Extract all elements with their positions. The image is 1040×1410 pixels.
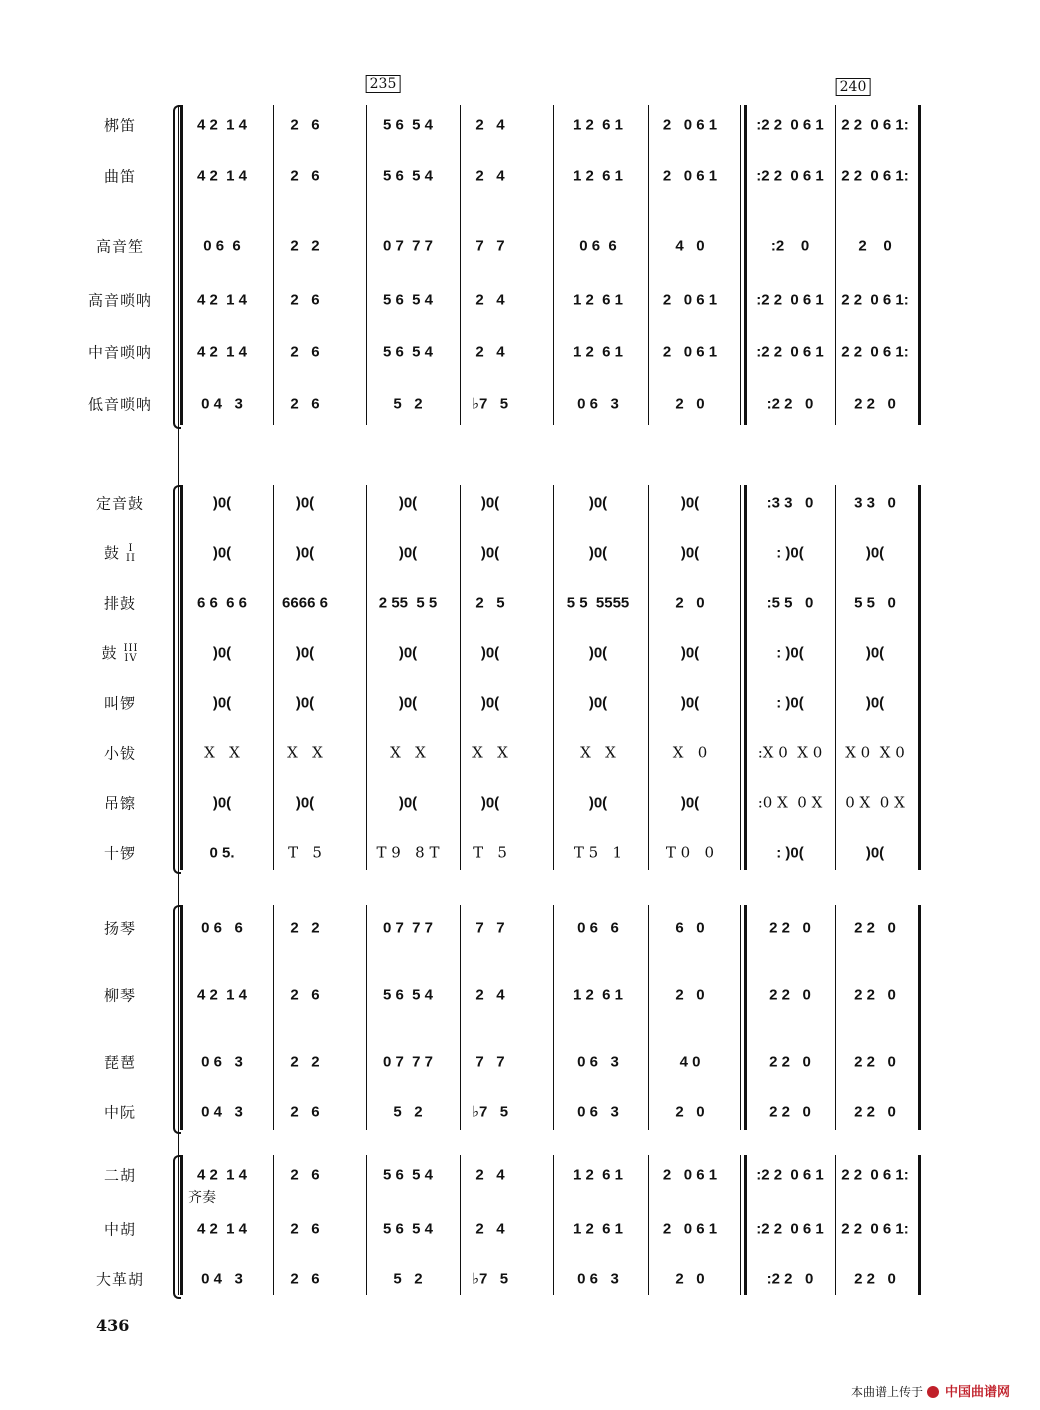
notation-cell: 2 6 <box>290 343 320 361</box>
notation-cell: 2 0 <box>675 1103 705 1121</box>
instrument-name: 鼓 <box>101 644 118 662</box>
notation-cell: 5 6 5 4 <box>382 167 434 185</box>
playing-direction: 齐奏 <box>188 1190 216 1206</box>
notation-cell: )0( <box>480 494 500 512</box>
notation-cell: 0 6 3 <box>577 1053 619 1071</box>
notation-cell: 0 6 6 <box>579 237 617 255</box>
notation-cell: 2 0 <box>675 1270 705 1288</box>
instrument-name: 扬琴 <box>103 919 136 938</box>
notation-cell: T 5 1 <box>573 843 623 862</box>
notation-cell: :0 X 0 X <box>757 793 823 812</box>
instrument-label <box>60 1165 180 1186</box>
notation-cell: X 0 X 0 <box>845 743 905 762</box>
instrument-label <box>60 342 180 363</box>
notation-cell: )0( <box>865 544 885 562</box>
barline-2-3 <box>553 905 554 1130</box>
notation-cell: 2 6 <box>290 291 320 309</box>
notation-cell: 0 6 3 <box>577 395 619 413</box>
notation-cell: : )0( <box>776 694 804 712</box>
instrument-name: 高音笙 <box>95 237 144 256</box>
instrument-name: 高音唢呐 <box>87 291 152 310</box>
notation-cell: : )0( <box>776 644 804 662</box>
instrument-name: 鼓 <box>104 544 121 562</box>
barline-1-6 <box>835 485 836 870</box>
notation-cell: 5 6 5 4 <box>382 116 434 134</box>
notation-cell: 4 2 1 4 <box>196 986 248 1004</box>
barline-1-1 <box>366 485 367 870</box>
notation-cell: 4 2 1 4 <box>196 167 248 185</box>
footer-text: 本曲谱上传于 <box>850 1385 923 1399</box>
notation-cell: 7 7 <box>475 1053 505 1071</box>
notation-cell: 2 2 0 <box>769 1103 811 1121</box>
instrument-label <box>60 493 180 514</box>
notation-cell: 5 6 5 4 <box>382 343 434 361</box>
notation-cell: 2 2 0 <box>854 395 896 413</box>
notation-cell: 2 4 <box>475 986 505 1004</box>
notation-cell: 2 2 0 6 1: <box>841 291 909 309</box>
notation-cell: 1 2 6 1 <box>572 1166 624 1184</box>
notation-cell: )0( <box>865 694 885 712</box>
instrument-name: 定音鼓 <box>95 494 144 513</box>
notation-cell: )0( <box>588 544 608 562</box>
instrument-name: 中胡 <box>103 1220 136 1239</box>
notation-cell: 2 2 <box>290 237 320 255</box>
site-logo-icon <box>927 1386 939 1398</box>
notation-cell: )0( <box>295 794 315 812</box>
final-barline-3 <box>918 1155 921 1295</box>
instrument-sub-label: I II <box>126 543 136 564</box>
final-barline-0 <box>918 105 921 425</box>
notation-cell: 1 2 6 1 <box>572 1220 624 1238</box>
notation-cell: 2 2 0 6 1: <box>841 343 909 361</box>
instrument-name: 十锣 <box>103 844 136 863</box>
notation-cell: X X <box>287 743 323 762</box>
barline-3-4 <box>648 1155 649 1295</box>
notation-cell: 2 6 <box>290 395 320 413</box>
notation-cell: )0( <box>480 794 500 812</box>
instrument-label <box>60 642 180 664</box>
barline-0-6 <box>835 105 836 425</box>
notation-cell: 2 2 0 <box>769 919 811 937</box>
notation-cell: 2 0 6 1 <box>662 1220 718 1238</box>
instrument-label <box>60 542 180 564</box>
notation-cell: 0 6 3 <box>577 1270 619 1288</box>
notation-cell: 2 6 <box>290 116 320 134</box>
notation-cell: )0( <box>480 544 500 562</box>
barline-0-3 <box>553 105 554 425</box>
notation-cell: 2 0 6 1 <box>662 116 718 134</box>
instrument-name: 大革胡 <box>95 1270 144 1289</box>
page-number: 436 <box>96 1316 130 1335</box>
notation-cell: 2 2 <box>290 919 320 937</box>
instrument-label <box>60 166 180 187</box>
instrument-label <box>60 236 180 257</box>
final-barline-1 <box>918 485 921 870</box>
notation-cell: ♭7 5 <box>471 395 509 413</box>
repeat-barline-3 <box>744 1155 747 1295</box>
instrument-name: 小钹 <box>103 744 136 763</box>
barline-0-2 <box>460 105 461 425</box>
notation-cell: 0 6 3 <box>577 1103 619 1121</box>
notation-cell: )0( <box>865 644 885 662</box>
notation-cell: T 5 <box>473 843 507 862</box>
instrument-name: 曲笛 <box>103 167 136 186</box>
repeat-barline-1 <box>744 485 747 870</box>
barline-2-1 <box>366 905 367 1130</box>
notation-cell: 1 2 6 1 <box>572 167 624 185</box>
notation-cell: )0( <box>398 644 418 662</box>
notation-cell: 5 5 5555 <box>566 594 630 612</box>
notation-cell: )0( <box>295 694 315 712</box>
instrument-label <box>60 593 180 614</box>
notation-cell: 2 6 <box>290 167 320 185</box>
notation-cell: X X <box>472 743 508 762</box>
notation-cell: 4 2 1 4 <box>196 116 248 134</box>
notation-cell: :2 0 <box>770 237 810 255</box>
notation-cell: 6 6 6 6 <box>196 594 248 612</box>
notation-cell: 5 6 5 4 <box>382 1166 434 1184</box>
instrument-name: 中音唢呐 <box>87 343 152 362</box>
notation-cell: 2 2 0 6 1: <box>841 1220 909 1238</box>
barline-2-6 <box>835 905 836 1130</box>
notation-cell: : )0( <box>776 844 804 862</box>
notation-cell: 0 6 6 <box>577 919 619 937</box>
instrument-name: 中阮 <box>103 1103 136 1122</box>
notation-cell: 2 2 0 6 1: <box>841 167 909 185</box>
notation-cell: :2 2 0 6 1 <box>756 291 824 309</box>
notation-cell: )0( <box>588 494 608 512</box>
notation-cell: 0 5. <box>209 844 235 862</box>
instrument-name: 梆笛 <box>103 116 136 135</box>
barline-3-0 <box>273 1155 274 1295</box>
notation-cell: 2 0 6 1 <box>662 1166 718 1184</box>
notation-cell: :2 2 0 <box>766 395 814 413</box>
notation-cell: 4 2 1 4 <box>196 291 248 309</box>
notation-cell: 2 6 <box>290 1220 320 1238</box>
notation-cell: :3 3 0 <box>766 494 814 512</box>
notation-cell: 2 2 0 <box>769 1053 811 1071</box>
notation-cell: 2 0 <box>675 594 705 612</box>
notation-cell: 0 4 3 <box>201 395 243 413</box>
notation-cell: T 0 0 <box>665 843 715 862</box>
notation-cell: : )0( <box>776 544 804 562</box>
notation-cell: ♭7 5 <box>471 1103 509 1121</box>
notation-cell: )0( <box>398 794 418 812</box>
notation-cell: 5 6 5 4 <box>382 1220 434 1238</box>
barline-0-0 <box>273 105 274 425</box>
barline-1-0 <box>273 485 274 870</box>
notation-cell: 0 6 3 <box>201 1053 243 1071</box>
notation-cell: )0( <box>680 494 700 512</box>
barline-0-5 <box>740 105 741 425</box>
notation-cell: 6666 6 <box>282 594 328 612</box>
notation-cell: )0( <box>295 494 315 512</box>
instrument-label <box>60 843 180 864</box>
notation-cell: 5 5 0 <box>854 594 896 612</box>
notation-cell: 0 6 6 <box>201 919 243 937</box>
notation-cell: 0 6 6 <box>203 237 241 255</box>
barline-1-4 <box>648 485 649 870</box>
notation-cell: )0( <box>588 694 608 712</box>
repeat-barline-2 <box>744 905 747 1130</box>
instrument-label <box>60 693 180 714</box>
notation-cell: 5 2 <box>393 395 423 413</box>
notation-cell: :2 2 0 6 1 <box>756 116 824 134</box>
notation-cell: 2 0 6 1 <box>662 167 718 185</box>
notation-cell: :2 2 0 6 1 <box>756 1166 824 1184</box>
notation-cell: :2 2 0 <box>766 1270 814 1288</box>
notation-cell: 2 4 <box>475 1220 505 1238</box>
brace-plucked <box>173 905 181 1134</box>
instrument-label <box>60 793 180 814</box>
notation-cell: 2 6 <box>290 1103 320 1121</box>
notation-cell: 0 X 0 X <box>845 793 905 812</box>
notation-cell: 0 7 7 7 <box>382 919 434 937</box>
notation-cell: )0( <box>295 644 315 662</box>
instrument-name: 吊镲 <box>103 794 136 813</box>
notation-cell: 4 2 1 4 <box>196 1166 248 1184</box>
instrument-sub-label: III IV <box>123 643 139 664</box>
notation-cell: X X <box>204 743 240 762</box>
barline-3-2 <box>460 1155 461 1295</box>
notation-cell: 4 0 <box>675 237 705 255</box>
notation-cell: :2 2 0 6 1 <box>756 167 824 185</box>
notation-cell: 2 2 0 <box>854 1103 896 1121</box>
instrument-label <box>60 985 180 1006</box>
notation-cell: 7 7 <box>475 919 505 937</box>
notation-cell: T 9 8 T <box>376 843 440 862</box>
notation-cell: )0( <box>588 644 608 662</box>
footer-brand: 中国曲谱网 <box>944 1385 1010 1400</box>
notation-cell: X 0 <box>672 743 708 762</box>
instrument-name: 二胡 <box>103 1166 136 1185</box>
barline-2-4 <box>648 905 649 1130</box>
notation-cell: 2 4 <box>475 1166 505 1184</box>
notation-cell: 5 6 5 4 <box>382 291 434 309</box>
notation-cell: )0( <box>398 694 418 712</box>
notation-cell: 5 2 <box>393 1103 423 1121</box>
barline-1-2 <box>460 485 461 870</box>
notation-cell: )0( <box>680 544 700 562</box>
notation-cell: )0( <box>212 644 232 662</box>
notation-cell: 1 2 6 1 <box>572 986 624 1004</box>
notation-cell: 2 4 <box>475 116 505 134</box>
notation-cell: 2 2 0 <box>854 919 896 937</box>
instrument-label <box>60 918 180 939</box>
instrument-label <box>60 115 180 136</box>
notation-cell: 4 0 <box>679 1053 701 1071</box>
notation-cell: 5 2 <box>393 1270 423 1288</box>
notation-cell: )0( <box>212 794 232 812</box>
brace-winds <box>173 105 181 429</box>
barline-0-4 <box>648 105 649 425</box>
notation-cell: 2 0 <box>858 237 892 255</box>
notation-cell: )0( <box>398 494 418 512</box>
notation-cell: :X 0 X 0 <box>757 743 823 762</box>
notation-cell: ♭7 5 <box>471 1270 509 1288</box>
notation-cell: )0( <box>588 794 608 812</box>
notation-cell: )0( <box>295 544 315 562</box>
repeat-barline-0 <box>744 105 747 425</box>
notation-cell: 0 4 3 <box>201 1103 243 1121</box>
notation-cell: )0( <box>398 544 418 562</box>
instrument-name: 低音唢呐 <box>87 395 152 414</box>
notation-cell: 6 0 <box>675 919 705 937</box>
notation-cell: 2 4 <box>475 343 505 361</box>
notation-cell: 0 7 7 7 <box>382 1053 434 1071</box>
notation-cell: 3 3 0 <box>854 494 896 512</box>
final-barline-2 <box>918 905 921 1130</box>
notation-cell: 2 0 <box>675 395 705 413</box>
notation-cell: 0 4 3 <box>201 1270 243 1288</box>
notation-cell: 2 55 5 5 <box>378 594 438 612</box>
notation-cell: 2 0 6 1 <box>662 343 718 361</box>
notation-cell: 2 6 <box>290 1166 320 1184</box>
notation-cell: 7 7 <box>475 237 505 255</box>
notation-cell: 2 2 <box>290 1053 320 1071</box>
instrument-name: 柳琴 <box>103 986 136 1005</box>
notation-cell: 1 2 6 1 <box>572 343 624 361</box>
notation-cell: 2 6 <box>290 986 320 1004</box>
barline-2-5 <box>740 905 741 1130</box>
notation-cell: 2 4 <box>475 291 505 309</box>
notation-cell: )0( <box>212 544 232 562</box>
notation-cell: 1 2 6 1 <box>572 291 624 309</box>
notation-cell: 2 0 6 1 <box>662 291 718 309</box>
notation-cell: 0 7 7 7 <box>382 237 434 255</box>
notation-cell: 1 2 6 1 <box>572 116 624 134</box>
notation-cell: )0( <box>212 694 232 712</box>
notation-cell: )0( <box>680 644 700 662</box>
notation-cell: :2 2 0 6 1 <box>756 343 824 361</box>
notation-cell: 2 2 0 <box>854 1053 896 1071</box>
notation-cell: 2 5 <box>475 594 505 612</box>
notation-cell: )0( <box>680 694 700 712</box>
instrument-name: 琵琶 <box>103 1053 136 1072</box>
notation-cell: X X <box>390 743 426 762</box>
instrument-label <box>60 1102 180 1123</box>
notation-cell: 2 2 0 <box>854 1270 896 1288</box>
instrument-name: 排鼓 <box>103 594 136 613</box>
notation-cell: X X <box>580 743 616 762</box>
instrument-name: 叫锣 <box>103 694 136 713</box>
barline-2-2 <box>460 905 461 1130</box>
barline-1-3 <box>553 485 554 870</box>
footer-credit <box>851 1381 1010 1400</box>
barline-1-5 <box>740 485 741 870</box>
barline-3-3 <box>553 1155 554 1295</box>
notation-cell: :2 2 0 6 1 <box>756 1220 824 1238</box>
notation-cell: T 5 <box>288 843 322 862</box>
instrument-label <box>60 394 180 415</box>
barline-0-1 <box>366 105 367 425</box>
rehearsal-mark-235: 235 <box>366 75 401 93</box>
notation-cell: 4 2 1 4 <box>196 1220 248 1238</box>
notation-cell: )0( <box>480 644 500 662</box>
instrument-label <box>60 1219 180 1240</box>
notation-cell: 2 2 0 <box>854 986 896 1004</box>
notation-cell: 2 2 0 <box>769 986 811 1004</box>
barline-3-6 <box>835 1155 836 1295</box>
notation-cell: 2 2 0 6 1: <box>841 1166 909 1184</box>
rehearsal-mark-240: 240 <box>836 78 871 96</box>
notation-cell: )0( <box>212 494 232 512</box>
notation-cell: )0( <box>480 694 500 712</box>
notation-cell: )0( <box>865 844 885 862</box>
notation-cell: 4 2 1 4 <box>196 343 248 361</box>
notation-cell: 2 6 <box>290 1270 320 1288</box>
instrument-label <box>60 1052 180 1073</box>
notation-cell: 2 4 <box>475 167 505 185</box>
instrument-label <box>60 1269 180 1290</box>
instrument-label <box>60 743 180 764</box>
barline-3-5 <box>740 1155 741 1295</box>
barline-2-0 <box>273 905 274 1130</box>
notation-cell: 2 2 0 6 1: <box>841 116 909 134</box>
notation-cell: :5 5 0 <box>766 594 814 612</box>
barline-3-1 <box>366 1155 367 1295</box>
notation-cell: 5 6 5 4 <box>382 986 434 1004</box>
instrument-label <box>60 290 180 311</box>
notation-cell: 2 0 <box>675 986 705 1004</box>
notation-cell: )0( <box>680 794 700 812</box>
